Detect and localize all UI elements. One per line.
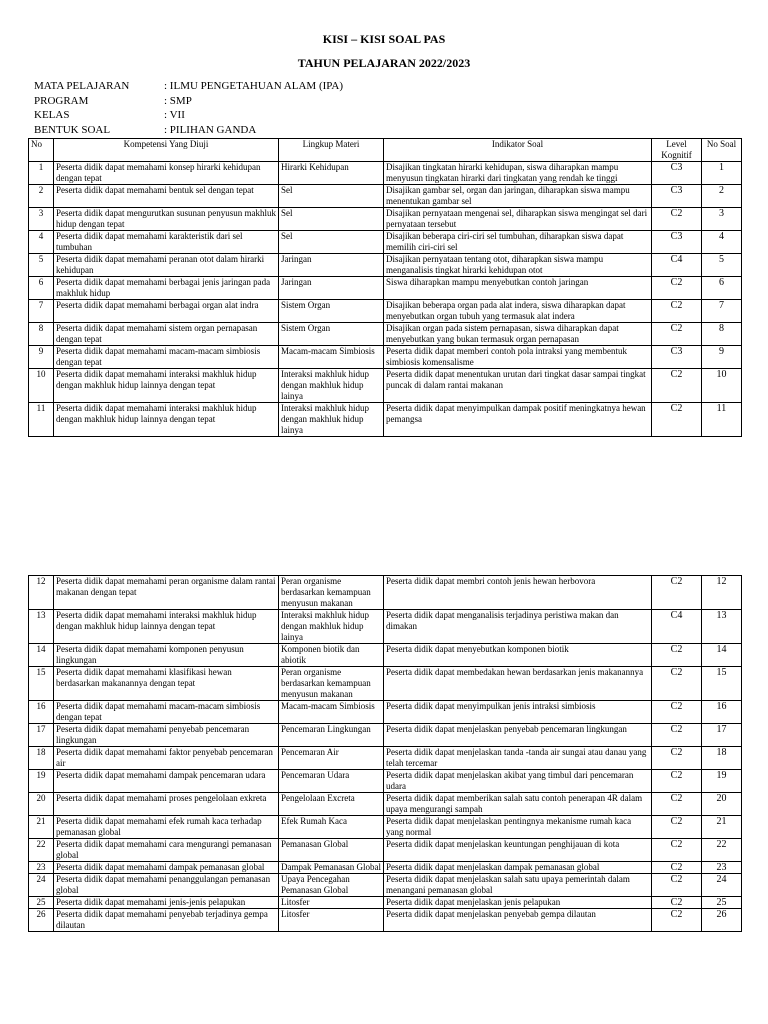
lingkup-materi-cell: Macam-macam Simbiosis xyxy=(279,346,384,369)
level-kognitif-cell: C4 xyxy=(652,610,702,644)
no-soal-cell: 18 xyxy=(702,747,742,770)
meta-value: : SMP xyxy=(164,94,192,107)
indikator-soal-cell: Peserta didik dapat menjelaskan penyebab pencemaran lingkungan xyxy=(384,724,652,747)
level-kognitif-cell: C2 xyxy=(652,300,702,323)
lingkup-materi-cell: Litosfer xyxy=(279,897,384,909)
row-number: 15 xyxy=(29,667,54,701)
table-row xyxy=(29,644,742,667)
no-soal-cell: 11 xyxy=(702,403,742,437)
row-number: 9 xyxy=(29,346,54,369)
lingkup-materi-cell: Hirarki Kehidupan xyxy=(279,162,384,185)
lingkup-materi-cell: Interaksi makhluk hidup dengan makhluk hidup lainya xyxy=(279,610,384,644)
no-soal-cell: 14 xyxy=(702,644,742,667)
indikator-soal-cell: Peserta didik dapat menjelaskan penyebab gempa dilautan xyxy=(384,909,652,932)
indikator-soal-cell: Peserta didik dapat membedakan hewan berdasarkan jenis makanannya xyxy=(384,667,652,701)
lingkup-materi-cell: Dampak Pemanasan Global xyxy=(279,862,384,874)
kisi-table-page-2 xyxy=(28,575,742,932)
meta-value: : ILMU PENGETAHUAN ALAM (IPA) xyxy=(164,80,343,92)
row-number: 24 xyxy=(29,874,54,897)
indikator-soal-cell: Siswa diharapkan mampu menyebutkan contoh jaringan xyxy=(384,277,652,300)
lingkup-materi-cell: Peran organisme berdasarkan kemampuan menyusun makanan xyxy=(279,576,384,610)
document-title: KISI – KISI SOAL PAS xyxy=(322,32,446,46)
level-kognitif-cell: C2 xyxy=(652,839,702,862)
level-kognitif-cell: C2 xyxy=(652,862,702,874)
kompetensi-cell: Peserta didik dapat memahami komponen penyusun lingkungan xyxy=(54,644,279,667)
indikator-soal-cell: Peserta didik dapat memberi contoh pola intraksi yang membentuk simbiosis komensalisme xyxy=(384,346,652,369)
meta-row xyxy=(34,108,343,123)
indikator-soal-cell: Disajikan pernyataan mengenai sel, diharapkan siswa mengingat sel dari pernyataan tersebut xyxy=(384,208,652,231)
table-row xyxy=(29,403,742,437)
kompetensi-cell: Peserta didik dapat memahami konsep hirarki kehidupan dengan tepat xyxy=(54,162,279,185)
level-kognitif-cell: C2 xyxy=(652,897,702,909)
row-number: 2 xyxy=(29,185,54,208)
kisi-table-page-1 xyxy=(28,138,742,437)
no-soal-cell: 10 xyxy=(702,369,742,403)
indikator-soal-cell: Peserta didik dapat menjelaskan salah satu upaya pemerintah dalam menangani pemanasan global xyxy=(384,874,652,897)
kompetensi-cell: Peserta didik dapat memahami berbagai jenis jaringan pada makhluk hidup xyxy=(54,277,279,300)
table-row xyxy=(29,231,742,254)
meta-key: PROGRAM xyxy=(34,94,89,107)
kompetensi-cell: Peserta didik dapat memahami peran organisme dalam rantai makanan dengan tepat xyxy=(54,576,279,610)
kompetensi-cell: Peserta didik dapat memahami dampak pemanasan global xyxy=(54,862,279,874)
no-soal-cell: 7 xyxy=(702,300,742,323)
table-row xyxy=(29,323,742,346)
row-number: 26 xyxy=(29,909,54,932)
level-kognitif-cell: C2 xyxy=(652,277,702,300)
table-row xyxy=(29,576,742,610)
lingkup-materi-cell: Pencemaran Udara xyxy=(279,770,384,793)
indikator-soal-cell: Peserta didik dapat menyimpulkan dampak positif meningkatnya hewan pemangsa xyxy=(384,403,652,437)
kompetensi-cell: Peserta didik dapat memahami cara mengurangi pemanasan global xyxy=(54,839,279,862)
row-number: 11 xyxy=(29,403,54,437)
header-level-kognitif: Level Kognitif xyxy=(652,139,702,162)
level-kognitif-cell: C2 xyxy=(652,874,702,897)
kompetensi-cell: Peserta didik dapat memahami proses pengelolaan exkreta xyxy=(54,793,279,816)
document-meta xyxy=(34,79,343,137)
row-number: 20 xyxy=(29,793,54,816)
kompetensi-cell: Peserta didik dapat memahami interaksi makhluk hidup dengan makhluk hidup lainnya dengan tepat xyxy=(54,610,279,644)
kompetensi-cell: Peserta didik dapat memahami karakteristik dari sel tumbuhan xyxy=(54,231,279,254)
level-kognitif-cell: C2 xyxy=(652,576,702,610)
level-kognitif-cell: C2 xyxy=(652,747,702,770)
indikator-soal-cell: Disajikan gambar sel, organ dan jaringan, diharapkan siswa mampu menentukan gambar sel xyxy=(384,185,652,208)
table-row xyxy=(29,208,742,231)
level-kognitif-cell: C2 xyxy=(652,667,702,701)
no-soal-cell: 16 xyxy=(702,701,742,724)
indikator-soal-cell: Disajikan beberapa organ pada alat indera, siswa diharapkan dapat menyebutkan organ tubuh yang termasuk alat indera xyxy=(384,300,652,323)
meta-row xyxy=(34,79,343,94)
indikator-soal-cell: Peserta didik dapat menyimpulkan jenis intraksi simbiosis xyxy=(384,701,652,724)
header-lingkup-materi: Lingkup Materi xyxy=(279,139,384,162)
indikator-soal-cell: Disajikan organ pada sistem pernapasan, siswa diharapkan dapat menyebutkan yang bukan termasuk organ pernapasan xyxy=(384,323,652,346)
lingkup-materi-cell: Jaringan xyxy=(279,254,384,277)
indikator-soal-cell: Peserta didik dapat membri contoh jenis hewan herbovora xyxy=(384,576,652,610)
row-number: 14 xyxy=(29,644,54,667)
no-soal-cell: 26 xyxy=(702,909,742,932)
lingkup-materi-cell: Sel xyxy=(279,231,384,254)
level-kognitif-cell: C2 xyxy=(652,770,702,793)
no-soal-cell: 13 xyxy=(702,610,742,644)
no-soal-cell: 23 xyxy=(702,862,742,874)
meta-row xyxy=(34,94,343,109)
document-subtitle: TAHUN PELAJARAN 2022/2023 xyxy=(297,56,471,70)
row-number: 13 xyxy=(29,610,54,644)
kompetensi-cell: Peserta didik dapat memahami faktor penyebab pencemaran air xyxy=(54,747,279,770)
lingkup-materi-cell: Interaksi makhluk hidup dengan makhluk hidup lainya xyxy=(279,369,384,403)
level-kognitif-cell: C2 xyxy=(652,323,702,346)
table-body xyxy=(29,576,742,932)
level-kognitif-cell: C2 xyxy=(652,724,702,747)
row-number: 25 xyxy=(29,897,54,909)
kompetensi-cell: Peserta didik dapat memahami klasifikasi hewan berdasarkan makanannya dengan tepat xyxy=(54,667,279,701)
no-soal-cell: 24 xyxy=(702,874,742,897)
row-number: 7 xyxy=(29,300,54,323)
table-row xyxy=(29,185,742,208)
row-number: 22 xyxy=(29,839,54,862)
level-kognitif-cell: C2 xyxy=(652,208,702,231)
lingkup-materi-cell: Litosfer xyxy=(279,909,384,932)
level-kognitif-cell: C2 xyxy=(652,701,702,724)
lingkup-materi-cell: Macam-macam Simbiosis xyxy=(279,701,384,724)
kompetensi-cell: Peserta didik dapat memahami sistem organ pernapasan dengan tepat xyxy=(54,323,279,346)
no-soal-cell: 19 xyxy=(702,770,742,793)
kompetensi-cell: Peserta didik dapat memahami peranan otot dalam hirarki kehidupan xyxy=(54,254,279,277)
indikator-soal-cell: Disajikan pernyataan tentang otot, diharapkan siswa mampu menganalisis tingkat hirarki kehidupan otot xyxy=(384,254,652,277)
level-kognitif-cell: C2 xyxy=(652,793,702,816)
row-number: 10 xyxy=(29,369,54,403)
level-kognitif-cell: C3 xyxy=(652,346,702,369)
kompetensi-cell: Peserta didik dapat memahami efek rumah kaca terhadap pemanasan global xyxy=(54,816,279,839)
no-soal-cell: 3 xyxy=(702,208,742,231)
table-row xyxy=(29,816,742,839)
row-number: 3 xyxy=(29,208,54,231)
level-kognitif-cell: C2 xyxy=(652,816,702,839)
kompetensi-cell: Peserta didik dapat memahami penyebab terjadinya gempa dilautan xyxy=(54,909,279,932)
indikator-soal-cell: Peserta didik dapat menjelaskan keuntungan penghijauan di kota xyxy=(384,839,652,862)
level-kognitif-cell: C3 xyxy=(652,185,702,208)
table-row xyxy=(29,369,742,403)
lingkup-materi-cell: Sel xyxy=(279,208,384,231)
header-kompetensi: Kompetensi Yang Diuji xyxy=(54,139,279,162)
table-header-row xyxy=(29,139,742,162)
lingkup-materi-cell: Pengelolaan Excreta xyxy=(279,793,384,816)
row-number: 23 xyxy=(29,862,54,874)
header-no-soal: No Soal xyxy=(702,139,742,162)
level-kognitif-cell: C2 xyxy=(652,909,702,932)
row-number: 21 xyxy=(29,816,54,839)
kompetensi-cell: Peserta didik dapat memahami dampak pencemaran udara xyxy=(54,770,279,793)
kompetensi-cell: Peserta didik dapat memahami interaksi makhluk hidup dengan makhluk hidup lainnya dengan tepat xyxy=(54,403,279,437)
indikator-soal-cell: Peserta didik dapat menjelaskan pentingnya mekanisme rumah kaca yang normal xyxy=(384,816,652,839)
no-soal-cell: 6 xyxy=(702,277,742,300)
no-soal-cell: 8 xyxy=(702,323,742,346)
kompetensi-cell: Peserta didik dapat mengurutkan susunan penyusun makhluk hidup dengan tepat xyxy=(54,208,279,231)
row-number: 19 xyxy=(29,770,54,793)
no-soal-cell: 4 xyxy=(702,231,742,254)
level-kognitif-cell: C2 xyxy=(652,403,702,437)
meta-key: KELAS xyxy=(34,109,70,121)
lingkup-materi-cell: Sistem Organ xyxy=(279,323,384,346)
level-kognitif-cell: C4 xyxy=(652,254,702,277)
lingkup-materi-cell: Peran organisme berdasarkan kemampuan menyusun makanan xyxy=(279,667,384,701)
kompetensi-cell: Peserta didik dapat memahami interaksi makhluk hidup dengan makhluk hidup lainnya dengan tepat xyxy=(54,369,279,403)
table-row xyxy=(29,667,742,701)
row-number: 16 xyxy=(29,701,54,724)
table-row xyxy=(29,793,742,816)
indikator-soal-cell: Peserta didik dapat menjelaskan dampak pemanasan global xyxy=(384,862,652,874)
lingkup-materi-cell: Upaya Pencegahan Pemanasan Global xyxy=(279,874,384,897)
no-soal-cell: 15 xyxy=(702,667,742,701)
level-kognitif-cell: C3 xyxy=(652,162,702,185)
meta-value: : PILIHAN GANDA xyxy=(164,123,257,136)
kompetensi-cell: Peserta didik dapat memahami jenis-jenis pelapukan xyxy=(54,897,279,909)
kompetensi-cell: Peserta didik dapat memahami bentuk sel dengan tepat xyxy=(54,185,279,208)
indikator-soal-cell: Disajikan beberapa ciri-ciri sel tumbuhan, diharapkan siswa dapat memilih ciri-ciri sel xyxy=(384,231,652,254)
no-soal-cell: 1 xyxy=(702,162,742,185)
table-row xyxy=(29,300,742,323)
table-row xyxy=(29,724,742,747)
indikator-soal-cell: Peserta didik dapat menjelaskan akibat yang timbul dari pencemaran udara xyxy=(384,770,652,793)
no-soal-cell: 22 xyxy=(702,839,742,862)
level-kognitif-cell: C2 xyxy=(652,369,702,403)
lingkup-materi-cell: Sistem Organ xyxy=(279,300,384,323)
lingkup-materi-cell: Pencemaran Air xyxy=(279,747,384,770)
table-row xyxy=(29,909,742,932)
row-number: 8 xyxy=(29,323,54,346)
indikator-soal-cell: Peserta didik dapat menganalisis terjadinya peristiwa makan dan dimakan xyxy=(384,610,652,644)
no-soal-cell: 20 xyxy=(702,793,742,816)
row-number: 5 xyxy=(29,254,54,277)
indikator-soal-cell: Peserta didik dapat menyebutkan komponen biotik xyxy=(384,644,652,667)
table-row xyxy=(29,277,742,300)
lingkup-materi-cell: Pencemaran Lingkungan xyxy=(279,724,384,747)
indikator-soal-cell: Peserta didik dapat menjelaskan tanda -tanda air sungai atau danau yang telah tercemar xyxy=(384,747,652,770)
no-soal-cell: 9 xyxy=(702,346,742,369)
kompetensi-cell: Peserta didik dapat memahami penyebab pencemaran lingkungan xyxy=(54,724,279,747)
level-kognitif-cell: C2 xyxy=(652,644,702,667)
no-soal-cell: 2 xyxy=(702,185,742,208)
table-row xyxy=(29,610,742,644)
table-row xyxy=(29,747,742,770)
indikator-soal-cell: Peserta didik dapat menentukan urutan dari tingkat dasar sampai tingkat puncak di dalam rantai makanan xyxy=(384,369,652,403)
lingkup-materi-cell: Jaringan xyxy=(279,277,384,300)
meta-value: : VII xyxy=(164,109,185,121)
no-soal-cell: 17 xyxy=(702,724,742,747)
lingkup-materi-cell: Interaksi makhluk hidup dengan makhluk hidup lainya xyxy=(279,403,384,437)
no-soal-cell: 21 xyxy=(702,816,742,839)
kompetensi-cell: Peserta didik dapat memahami berbagai organ alat indra xyxy=(54,300,279,323)
table-body xyxy=(29,162,742,437)
table-row xyxy=(29,770,742,793)
table-row xyxy=(29,874,742,897)
row-number: 1 xyxy=(29,162,54,185)
row-number: 12 xyxy=(29,576,54,610)
no-soal-cell: 25 xyxy=(702,897,742,909)
indikator-soal-cell: Peserta didik dapat menjelaskan jenis pelapukan xyxy=(384,897,652,909)
kompetensi-cell: Peserta didik dapat memahami penanggulangan pemanasan global xyxy=(54,874,279,897)
meta-key: BENTUK SOAL xyxy=(34,123,111,136)
row-number: 6 xyxy=(29,277,54,300)
header-no: No xyxy=(29,139,54,162)
lingkup-materi-cell: Efek Rumah Kaca xyxy=(279,816,384,839)
no-soal-cell: 12 xyxy=(702,576,742,610)
row-number: 17 xyxy=(29,724,54,747)
indikator-soal-cell: Disajikan tingkatan hirarki kehidupan, siswa diharapkan mampu menyusun tingkatan hirarki dari tingkatan yang rendah ke tinggi xyxy=(384,162,652,185)
lingkup-materi-cell: Sel xyxy=(279,185,384,208)
lingkup-materi-cell: Komponen biotik dan abiotik xyxy=(279,644,384,667)
level-kognitif-cell: C3 xyxy=(652,231,702,254)
table-row xyxy=(29,254,742,277)
row-number: 4 xyxy=(29,231,54,254)
table-row xyxy=(29,862,742,874)
lingkup-materi-cell: Pemanasan Global xyxy=(279,839,384,862)
table-row xyxy=(29,346,742,369)
row-number: 18 xyxy=(29,747,54,770)
table-row xyxy=(29,162,742,185)
kompetensi-cell: Peserta didik dapat memahami macam-macam simbiosis dengan tepat xyxy=(54,701,279,724)
meta-row xyxy=(34,123,343,138)
meta-key: MATA PELAJARAN xyxy=(34,80,130,92)
header-indikator-soal: Indikator Soal xyxy=(384,139,652,162)
table-row xyxy=(29,701,742,724)
table-row xyxy=(29,897,742,909)
indikator-soal-cell: Peserta didik dapat memberikan salah satu contoh penerapan 4R dalam upaya mengurangi sampah xyxy=(384,793,652,816)
table-row xyxy=(29,839,742,862)
no-soal-cell: 5 xyxy=(702,254,742,277)
kompetensi-cell: Peserta didik dapat memahami macam-macam simbiosis dengan tepat xyxy=(54,346,279,369)
